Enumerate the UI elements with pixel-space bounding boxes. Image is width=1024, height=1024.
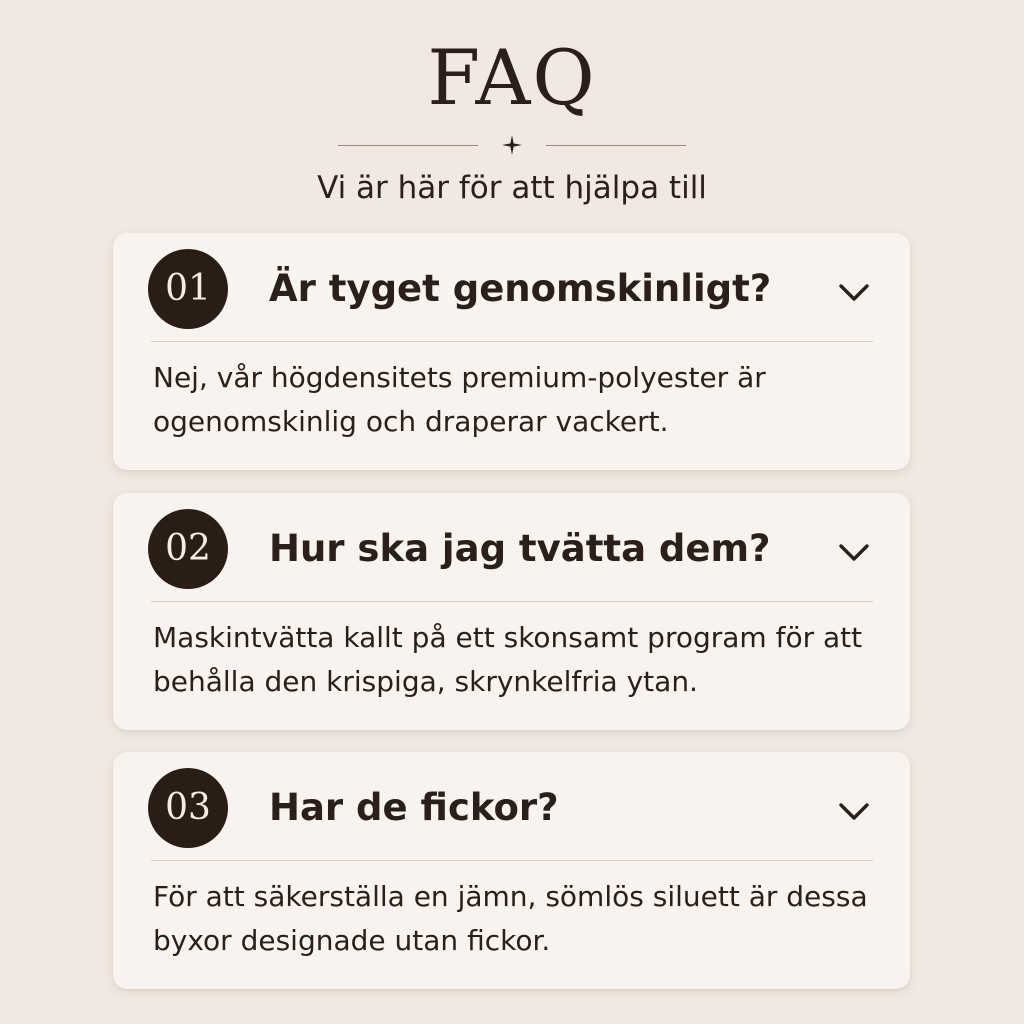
faq-separator <box>151 860 873 861</box>
faq-number-badge: 02 <box>148 509 228 589</box>
chevron-down-icon[interactable] <box>835 273 873 311</box>
faq-item-2[interactable] <box>113 493 910 730</box>
faq-number-badge: 01 <box>148 249 228 329</box>
faq-header <box>0 0 1024 230</box>
faq-answer: Maskintvätta kallt på ett skonsamt program för att behålla den krispiga, skrynkelfria ytan. <box>153 621 863 698</box>
faq-answer: För att säkerställa en jämn, sömlös siluett är dessa byxor designade utan fickor. <box>153 880 868 957</box>
chevron-down-icon[interactable] <box>835 533 873 571</box>
faq-number-badge: 03 <box>148 768 228 848</box>
title-divider <box>338 133 686 157</box>
faq-item-3[interactable] <box>113 752 910 989</box>
faq-item-1[interactable] <box>113 233 910 470</box>
faq-separator <box>151 601 873 602</box>
faq-separator <box>151 341 873 342</box>
faq-answer: Nej, vår högdensitets premium-polyester är ogenomskinlig och draperar vackert. <box>153 361 766 438</box>
sparkle-star-icon <box>500 133 524 157</box>
faq-question[interactable]: Har de fickor? <box>269 786 559 829</box>
divider-line-right <box>546 145 686 146</box>
divider-line-left <box>338 145 478 146</box>
page-subtitle: Vi är här för att hjälpa till <box>317 170 707 206</box>
faq-question[interactable]: Hur ska jag tvätta dem? <box>269 527 771 570</box>
chevron-down-icon[interactable] <box>835 792 873 830</box>
faq-question[interactable]: Är tyget genomskinligt? <box>269 267 772 310</box>
page-title: FAQ <box>427 33 597 122</box>
